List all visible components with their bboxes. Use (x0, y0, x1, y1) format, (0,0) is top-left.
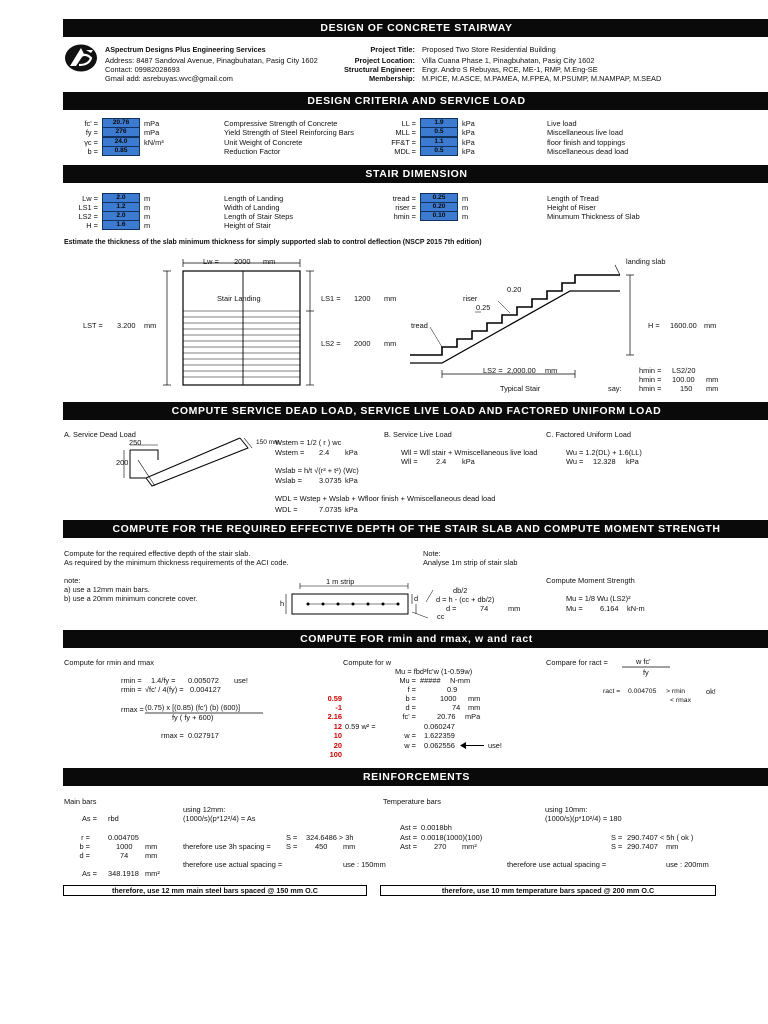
criteria-value-cell[interactable]: 0.5 (420, 146, 458, 156)
temp-ast1-value: 0.0018bh (421, 823, 452, 832)
stair-unit: m (462, 203, 469, 212)
stair-description: Length of Tread (547, 194, 599, 203)
ratio-red-value: 0.59 (327, 694, 342, 703)
moment-title: Compute Moment Strength (546, 576, 635, 585)
rmin1-formula: 1.4/fy = (151, 676, 176, 685)
w-d-label: d = (405, 703, 416, 712)
depth-note-a: a) use a 12mm main bars. (64, 585, 150, 594)
ratio-title-2: Compute for w (343, 658, 392, 667)
section-effective-depth: COMPUTE FOR THE REQUIRED EFFECTIVE DEPTH OF THE STAIR SLAB AND COMPUTE MOMENT STRENGTH (63, 520, 768, 538)
rmin1-value: 0.005072 (188, 676, 219, 685)
stair-unit: m (462, 212, 469, 221)
slab-h-label: h (280, 599, 285, 608)
rmin1-label: rmin = (121, 676, 142, 685)
dead-load-formula-6-value: 7.0735 (319, 505, 342, 514)
criteria-unit: kPa (462, 138, 475, 147)
rmin2-value: 0.004127 (190, 685, 221, 694)
stair-plan-drawing (150, 255, 320, 405)
w-fc-value: 20.76 (437, 712, 456, 721)
main-b-value: 1000 (116, 842, 133, 851)
company-gmail: Gmail add: asrebuyas.wvc@gmail.com (105, 74, 233, 83)
elev-hmin2-value: 100.00 (672, 375, 695, 384)
live-load-formula-2-unit: kPa (462, 457, 475, 466)
ract-value: 0.004705 (628, 688, 657, 695)
dead-load-formula-6-unit: kPa (345, 505, 358, 514)
elev-hmin2-label: hmin = (639, 375, 662, 384)
temp-ast1-label: Ast = (400, 823, 418, 832)
ract-compare-max: < rmax (670, 697, 691, 704)
arrow-left-icon (460, 741, 484, 750)
plan-lst-unit: mm (144, 321, 157, 330)
dead-load-formula-2-value: 2.4 (319, 448, 330, 457)
main-3h-spacing: therefore use 3h spacing = (183, 842, 271, 851)
plan-landing-label: Stair Landing (217, 294, 261, 303)
criteria-value-cell[interactable]: 0.5 (420, 127, 458, 137)
elev-h-label: H = (648, 321, 660, 330)
rmax-denominator: fy ( fy + 600) (172, 713, 214, 722)
stair-unit: m (462, 194, 469, 203)
step-hmin-dim: 150 mm (256, 439, 280, 446)
dead-load-formula-2-unit: kPa (345, 448, 358, 457)
ratio-red-value: 100 (329, 750, 342, 759)
project-title-label: Project Title: (370, 45, 415, 54)
w-f-value: 0.9 (447, 685, 458, 694)
main-d-unit: mm (145, 851, 158, 860)
temp-bars-conclusion: therefore, use 10 mm temperature bars spaced @ 200 mm O.C (380, 885, 716, 896)
temp-ast2-label: Ast = (400, 833, 418, 842)
elev-h-unit: mm (704, 321, 717, 330)
elev-typical-label: Typical Stair (500, 384, 541, 393)
criteria-description: floor finish and toppings (547, 138, 626, 147)
ract-numerator: w fc' (636, 657, 651, 666)
main-as-formula: (1000/s)(p*12²/4) = As (183, 814, 256, 823)
elev-riser-label: riser (463, 294, 478, 303)
main-d-value: 74 (120, 851, 129, 860)
temp-ast2-value: 0.0018(1000)(100) (421, 833, 483, 842)
step-section-drawing (110, 438, 260, 500)
slab-d-label: d (414, 594, 419, 603)
elev-hmin2-unit: mm (706, 375, 719, 384)
criteria-unit: kPa (462, 119, 475, 128)
rmin2-label: rmin = (121, 685, 142, 694)
temp-s3-label: S = (611, 833, 623, 842)
ratio-red-value: -1 (335, 703, 342, 712)
ratio-red-value: 12 (333, 722, 342, 731)
dead-load-formula-3: Wslab = h/t √(r² + t²) (Wc) (275, 466, 359, 475)
criteria-unit: mPa (144, 128, 160, 137)
stair-unit: m (144, 203, 151, 212)
criteria-description: Compressive Strength of Concrete (224, 119, 338, 128)
elev-h-value: 1600.00 (670, 321, 697, 330)
w-root2-label: w = (404, 741, 416, 750)
dead-load-formula-5: WDL = Wstep + Wslab + Wfloor finish + Wmiscellaneous dead load (275, 494, 496, 503)
temp-s4-label: S = (611, 842, 623, 851)
criteria-description: Live load (547, 119, 577, 128)
stair-description: Height of Riser (547, 203, 596, 212)
elev-hmin3-unit: mm (706, 384, 719, 393)
w-mu-label: Mu = (399, 676, 416, 685)
temp-ast3-unit: mm² (462, 842, 477, 851)
temp-s4-value: 290.7407 (627, 842, 658, 851)
elev-tread-label: tread (411, 321, 428, 330)
criteria-symbol: b = (87, 147, 98, 156)
plan-ls2-unit: mm (384, 339, 397, 348)
w-fc-unit: mPa (465, 712, 481, 721)
criteria-description: Yield Strength of Steel Reinforcing Bars (224, 128, 354, 137)
criteria-value-cell[interactable]: 276 (102, 127, 140, 137)
elev-ls2-value: 2,000.00 (507, 366, 536, 375)
rmin1-use: use! (234, 676, 248, 685)
plan-lw-label: Lw = (203, 257, 219, 266)
factored-load-formula-1: Wu = 1.2(DL) + 1.6(LL) (566, 448, 642, 457)
membership-value: M.PICE, M.ASCE, M.PAMEA, M.FPEA, M.PSUMP, M.NAMPAP, M.SEAD (422, 74, 662, 83)
stair-value-cell[interactable]: 2.0 (102, 211, 140, 221)
main-as2-label: As = (82, 869, 97, 878)
w-mu-unit: N-mm (450, 676, 471, 685)
moment-formula-2-unit: kN-m (627, 604, 645, 613)
depth-line-1: Compute for the required effective depth of the stair slab. (64, 549, 251, 558)
section-design-criteria: DESIGN CRITERIA AND SERVICE LOAD (63, 92, 768, 110)
elev-landing-slab-label: landing slab (626, 257, 666, 266)
w-root2-use: use! (488, 741, 502, 750)
criteria-description: Unit Weight of Concrete (224, 138, 303, 147)
elev-ls2-label: LS2 = (483, 366, 503, 375)
rmax-label: rmax = (121, 705, 144, 714)
dead-load-formula-4-label: Wslab = (275, 476, 302, 485)
factored-load-formula-2-label: Wu = (566, 457, 584, 466)
membership-label: Membership: (369, 74, 415, 83)
criteria-symbol: MLL = (395, 128, 416, 137)
w-b-value: 1000 (440, 694, 457, 703)
criteria-description: Miscellaneous live load (547, 128, 623, 137)
main-b-label: b = (79, 842, 90, 851)
plan-ls2-label: LS2 = (321, 339, 341, 348)
depth-note-label: note: (64, 576, 81, 585)
criteria-symbol: MDL = (394, 147, 416, 156)
company-logo-icon (64, 43, 98, 73)
stair-value-cell[interactable]: 0.25 (420, 193, 458, 203)
criteria-description: Miscellaneous dead load (547, 147, 629, 156)
temp-ast-formula: (1000/s)(p*10²/4) = 180 (545, 814, 622, 823)
plan-ls1-value: 1200 (354, 294, 371, 303)
dead-load-formula-2-label: Wstem = (275, 448, 305, 457)
w-b-label: b = (405, 694, 416, 703)
depth-note-text: Analyse 1m strip of stair slab (423, 558, 518, 567)
stair-symbol: hmin = (393, 212, 416, 221)
temp-ast3-value: 270 (434, 842, 447, 851)
main-bars-title: Main bars (64, 797, 97, 806)
temp-actual-value: use : 200mm (666, 860, 709, 869)
factored-load-title: C. Factored Uniform Load (546, 430, 632, 439)
criteria-value-cell[interactable]: 1.9 (420, 118, 458, 128)
criteria-value-cell[interactable]: 20.76 (102, 118, 140, 128)
company-name: ASpectrum Designs Plus Engineering Services (105, 45, 266, 54)
w-b-unit: mm (468, 694, 481, 703)
criteria-symbol: γc = (84, 138, 98, 147)
main-as-label: As = (82, 814, 97, 823)
criteria-symbol: fy = (85, 128, 98, 137)
stair-description: Width of Landing (224, 203, 280, 212)
stair-symbol: Lw = (82, 194, 98, 203)
ratio-red-value: 10 (333, 731, 342, 740)
live-load-formula-2-label: Wll = (401, 457, 418, 466)
live-load-formula-2-value: 2.4 (436, 457, 447, 466)
main-actual-value: use : 150mm (343, 860, 386, 869)
ract-compare-min: > rmin (666, 688, 686, 695)
stair-description: Minumum Thickness of Slab (547, 212, 640, 221)
elev-hmin1-value: LS2/20 (672, 366, 696, 375)
stair-description: Length of Landing (224, 194, 284, 203)
w-root1-label: w = (404, 731, 416, 740)
depth-formula-2-label: d = (446, 604, 457, 613)
depth-formula-2-value: 74 (480, 604, 489, 613)
main-as2-value: 348.1918 (108, 869, 139, 878)
w-d-unit: mm (468, 703, 481, 712)
step-riser-dim: 200 (116, 458, 129, 467)
main-r-label: r = (81, 833, 90, 842)
elev-riser-value: 0.20 (507, 285, 522, 294)
stair-unit: m (144, 212, 151, 221)
stair-symbol: riser = (395, 203, 416, 212)
stair-symbol: LS1 = (78, 203, 98, 212)
structural-engineer-label: Structural Engineer: (343, 65, 415, 74)
stair-value-cell[interactable]: 0.10 (420, 211, 458, 221)
depth-note-title: Note: (423, 549, 441, 558)
company-address: Address: 8487 Sandoval Avenue, Pinagbuhatan, Pasig City 1602 (105, 56, 318, 65)
temp-ast3-label: Ast = (400, 842, 418, 851)
dead-load-formula-6-label: WDL = (275, 505, 298, 514)
stair-unit: m (144, 221, 151, 230)
slab-cc-label: cc (437, 612, 445, 621)
criteria-unit: kN/m³ (144, 138, 164, 147)
elev-say-label: say: (608, 384, 622, 393)
w-mu-value: ##### (420, 676, 441, 685)
section-loads: COMPUTE SERVICE DEAD LOAD, SERVICE LIVE LOAD AND FACTORED UNIFORM LOAD (63, 402, 768, 420)
w-formula-1: Mu = fbd²fc'w (1-0.59w) (395, 667, 473, 676)
section-ratio: COMPUTE FOR rmin and rmax, w and ract (63, 630, 768, 648)
stair-unit: m (144, 194, 151, 203)
main-b-unit: mm (145, 842, 158, 851)
criteria-unit: kPa (462, 147, 475, 156)
main-as2-unit: mm² (145, 869, 160, 878)
project-location-label: Project Location: (354, 56, 415, 65)
stair-value-cell[interactable]: 0.20 (420, 202, 458, 212)
temp-bars-title: Temperature bars (383, 797, 441, 806)
rmax2-value: 0.027917 (188, 731, 219, 740)
criteria-unit: mPa (144, 119, 160, 128)
stair-description: Length of Stair Steps (224, 212, 294, 221)
dead-load-formula-4-value: 3.0735 (319, 476, 342, 485)
plan-lw-unit: mm (263, 257, 276, 266)
w-fc-label: fc' = (402, 712, 416, 721)
criteria-value-cell[interactable]: 0.85 (102, 146, 140, 156)
main-d-label: d = (79, 851, 90, 860)
rmax2-label: rmax = (161, 731, 184, 740)
project-location-value: Villa Cuana Phase 1, Pinagbuhatan, Pasig City 1602 (422, 56, 595, 65)
w-root2-value: 0.062556 (424, 741, 455, 750)
structural-engineer-value: Engr. Andro S Rebuyas, RCE, ME-1, RMP, M.Eng-SE (422, 65, 598, 74)
w-quad-label: 0.59 w² = (345, 722, 376, 731)
main-as-rbd: rbd (108, 814, 119, 823)
stair-description: Height of Stair (224, 221, 271, 230)
slab-strip-drawing (278, 582, 458, 622)
depth-formula-2-unit: mm (508, 604, 521, 613)
main-r-value: 0.004705 (108, 833, 139, 842)
project-title-value: Proposed Two Store Residential Building (422, 45, 556, 54)
plan-ls1-unit: mm (384, 294, 397, 303)
main-bars-conclusion: therefore, use 12 mm main steel bars spaced @ 150 mm O.C (63, 885, 367, 896)
plan-ls1-label: LS1 = (321, 294, 341, 303)
factored-load-formula-2-unit: kPa (626, 457, 639, 466)
w-f-label: f = (407, 685, 416, 694)
temp-actual-spacing: therefore use actual spacing = (507, 860, 607, 869)
live-load-title: B. Service Live Load (384, 430, 452, 439)
elev-hmin1-label: hmin = (639, 366, 662, 375)
criteria-value-cell[interactable]: 24.0 (102, 137, 140, 147)
plan-lw-value: 2000 (234, 257, 251, 266)
rmin2-formula: √fc' / 4(fy) = (145, 685, 184, 694)
temp-s4-unit: mm (666, 842, 679, 851)
main-s2-unit: mm (343, 842, 356, 851)
ract-title: Compare for ract = (546, 658, 608, 667)
elev-ls2-unit: mm (545, 366, 558, 375)
moment-formula-2-value: 6.164 (600, 604, 619, 613)
stair-value-cell[interactable]: 1.6 (102, 220, 140, 230)
depth-line-2: As required by the minimum thickness requirements of the ACI code. (64, 558, 289, 567)
criteria-symbol: fc' = (84, 119, 98, 128)
ract-denominator: fy (643, 668, 649, 677)
ract-ok: ok! (706, 687, 716, 696)
slab-strip-label: 1 m strip (326, 577, 355, 586)
criteria-symbol: LL = (401, 119, 416, 128)
criteria-symbol: FF&T = (391, 138, 416, 147)
w-root1-value: 1.622359 (424, 731, 455, 740)
main-s1-label: S = (286, 833, 298, 842)
section-stair-dimension: STAIR DIMENSION (63, 165, 768, 183)
live-load-formula-1: Wll = Wll stair + Wmiscellaneous live load (401, 448, 538, 457)
factored-load-formula-2-value: 12.328 (593, 457, 616, 466)
slab-db-label: db/2 (453, 586, 468, 595)
criteria-description: Reduction Factor (224, 147, 281, 156)
ratio-red-value: 2.16 (327, 712, 342, 721)
main-s1-value: 324.6486 > 3h (306, 833, 354, 842)
estimate-note: Estimate the thickness of the slab minimum thickness for simply supported slab to control deflection (NSCP 2015 7th edition) (64, 239, 482, 246)
elev-tread-value: 0.25 (476, 303, 491, 312)
dead-load-title: A. Service Dead Load (64, 430, 136, 439)
temp-using-10: using 10mm: (545, 805, 588, 814)
dead-load-formula-4-unit: kPa (345, 476, 358, 485)
step-tread-dim: 250 (129, 438, 142, 447)
plan-lst-value: 3.200 (117, 321, 136, 330)
elev-hmin3-value: 150 (680, 384, 693, 393)
plan-lst-label: LST = (83, 321, 103, 330)
main-s2-value: 450 (315, 842, 328, 851)
ratio-red-value: 20 (333, 741, 342, 750)
stair-value-cell[interactable]: 1.2 (102, 202, 140, 212)
document-title: DESIGN OF CONCRETE STAIRWAY (63, 19, 768, 37)
moment-formula-1: Mu = 1/8 Wu (LS2)² (566, 594, 631, 603)
rmax-numerator: (0.75) x [(0.85) (fc') (b) (600)] (145, 703, 241, 712)
company-contact: Contact: 09982028693 (105, 65, 180, 74)
main-s2-label: S = (286, 842, 298, 851)
ratio-title-1: Compute for rmin and rmax (64, 658, 154, 667)
depth-formula-1: d = h - (cc + db/2) (436, 595, 495, 604)
stair-symbol: H = (86, 221, 98, 230)
stair-symbol: LS2 = (78, 212, 98, 221)
criteria-unit: kPa (462, 128, 475, 137)
main-actual-spacing: therefore use actual spacing = (183, 860, 283, 869)
stair-symbol: tread = (392, 194, 416, 203)
dead-load-formula-1: Wstem = 1/2 ( r ) wc (275, 438, 342, 447)
stair-value-cell[interactable]: 2.0 (102, 193, 140, 203)
w-d-value: 74 (452, 703, 461, 712)
ract-label: ract = (603, 688, 621, 695)
plan-ls2-value: 2000 (354, 339, 371, 348)
main-using-12: using 12mm: (183, 805, 226, 814)
section-reinforcements: REINFORCEMENTS (63, 768, 768, 786)
temp-s3-value: 290.7407 < 5h ( ok ) (627, 833, 694, 842)
elev-hmin3-label: hmin = (639, 384, 662, 393)
depth-note-b: b) use a 20mm minimum concrete cover. (64, 594, 198, 603)
criteria-value-cell[interactable]: 1.1 (420, 137, 458, 147)
moment-formula-2-label: Mu = (566, 604, 583, 613)
w-quad-value: 0.060247 (424, 722, 455, 731)
